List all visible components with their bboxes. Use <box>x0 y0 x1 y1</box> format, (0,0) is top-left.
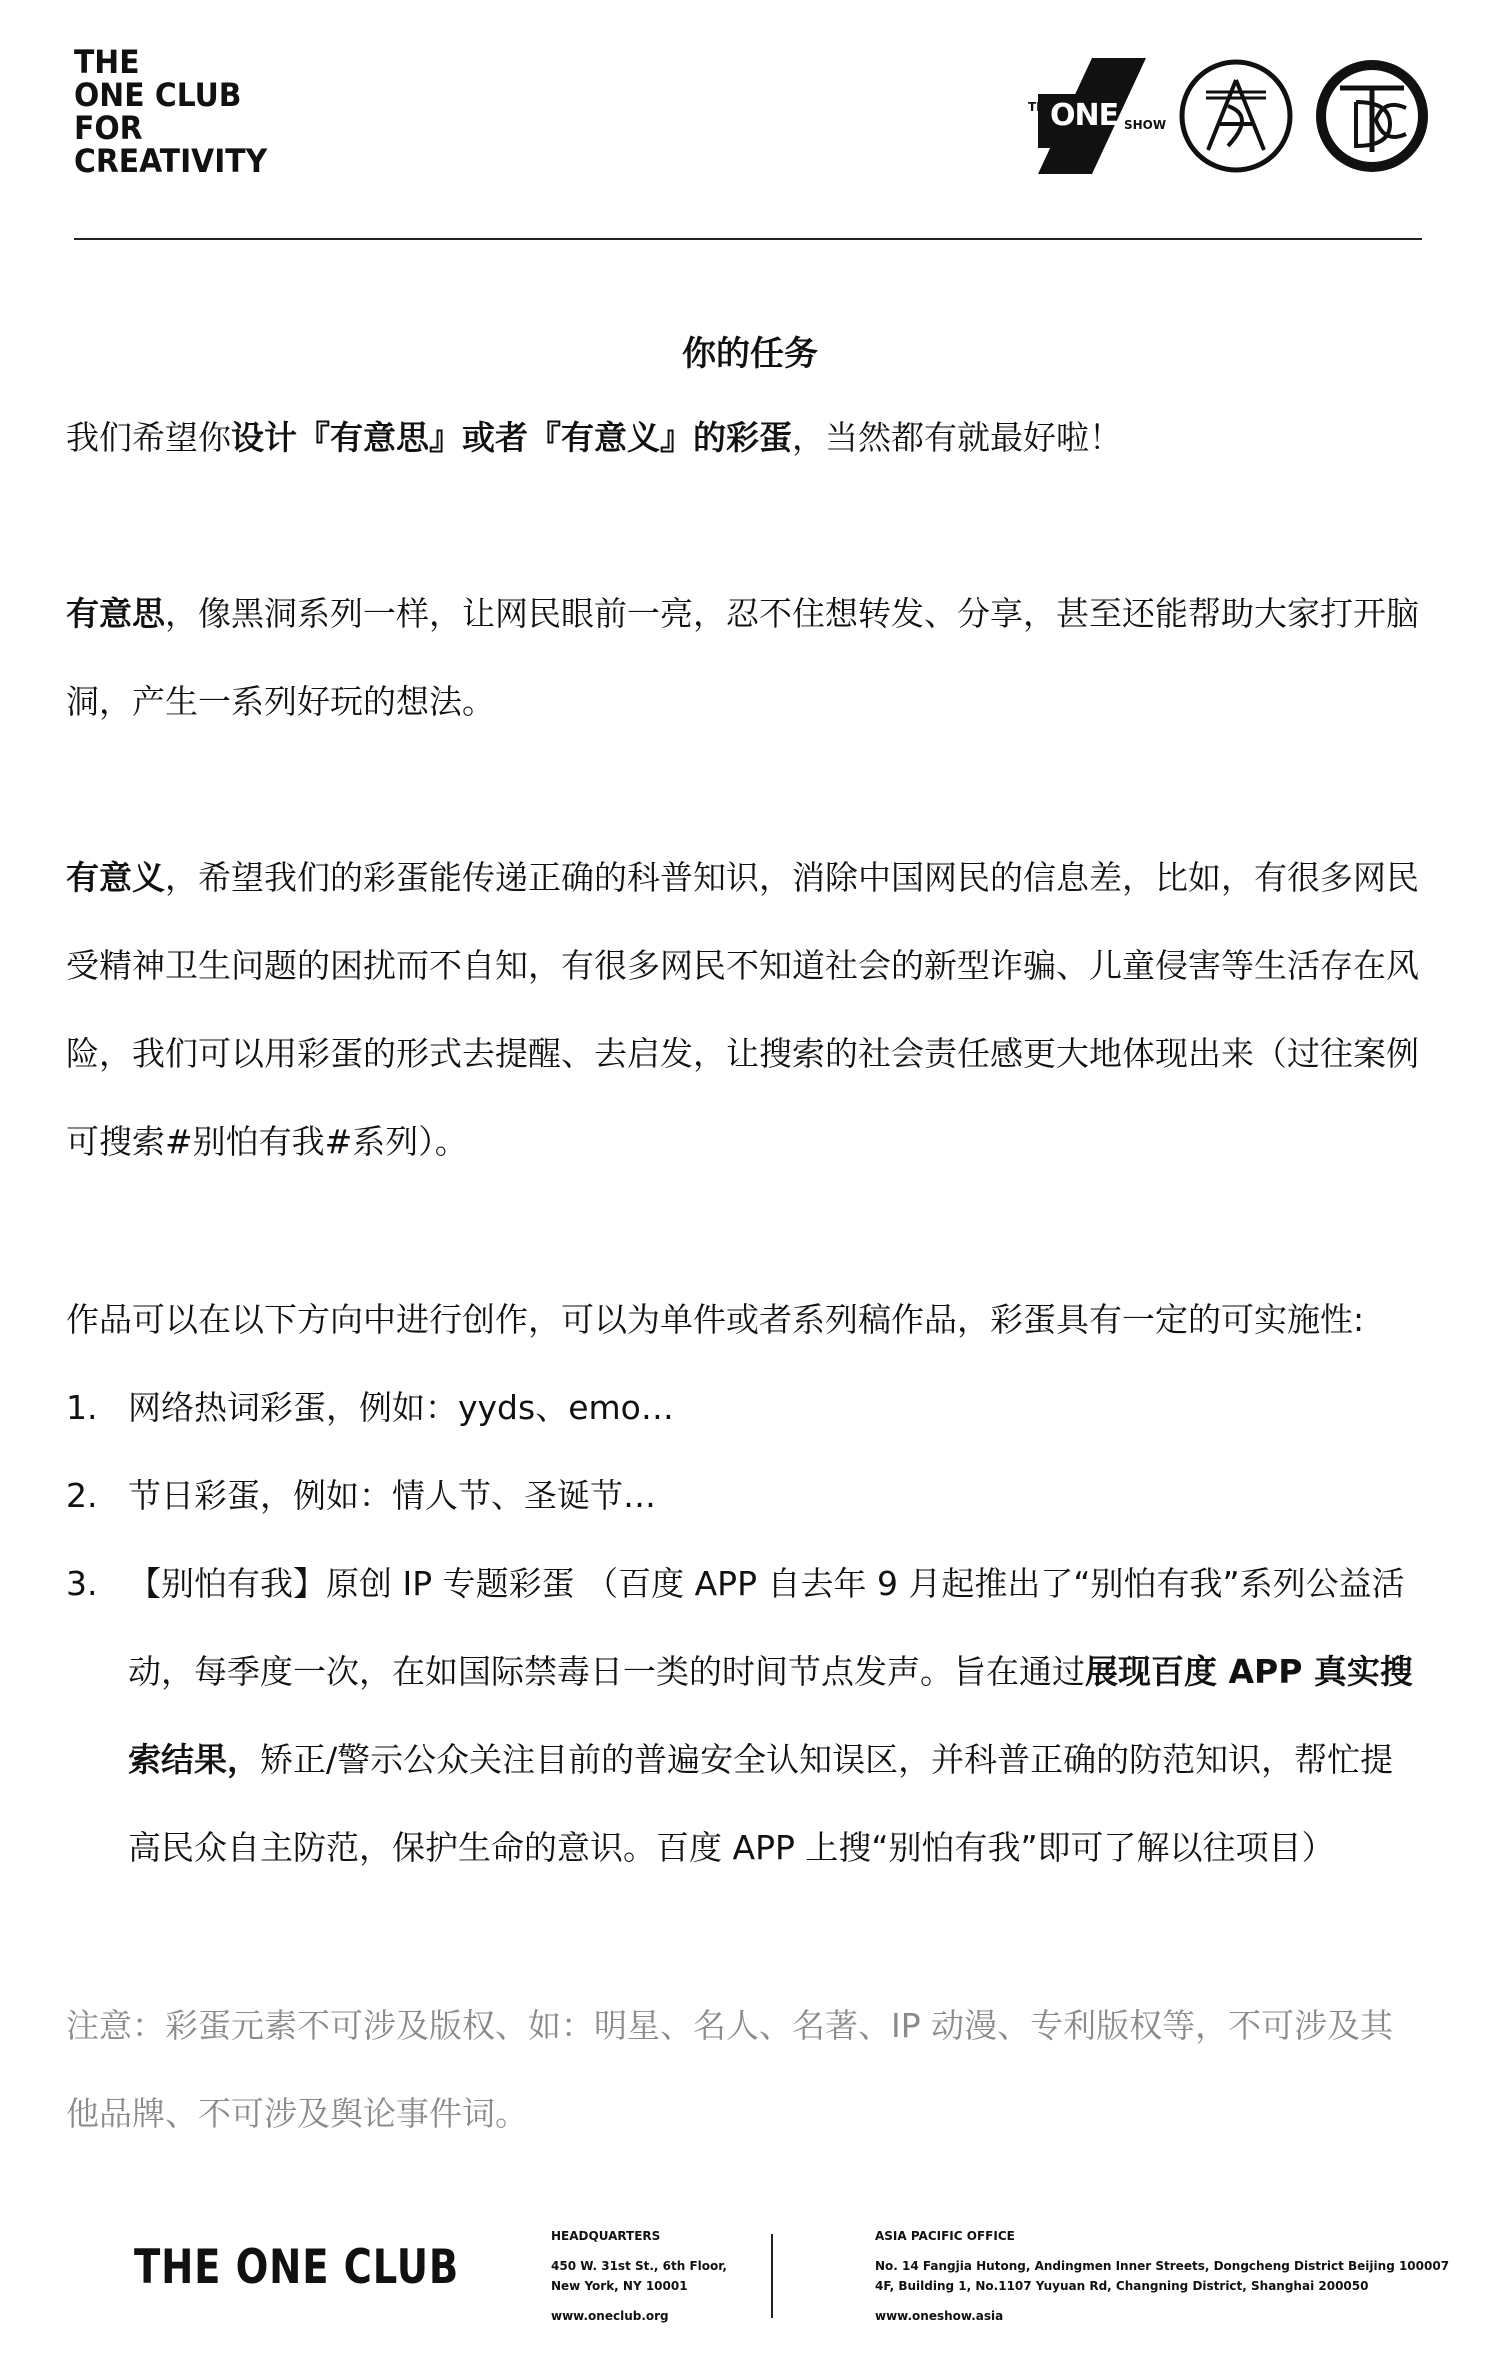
header-divider <box>74 238 1422 240</box>
club-logo-line: ONE CLUB <box>74 76 242 114</box>
footer-asia-line1: No. 14 Fangjia Hutong, Andingmen Inner Streets, Dongcheng District Beijing 100007 <box>875 2259 1450 2273</box>
note-paragraph: 注意：彩蛋元素不可涉及版权、如：明星、名人、名著、IP 动漫、专利版权等，不可涉及其他品牌、不可涉及舆论事件词。 <box>66 2006 1394 2133</box>
one-show-show-text: SHOW <box>1124 118 1167 132</box>
footer-brand-name: THE ONE CLUB <box>134 2240 460 2295</box>
footer-hq-heading: HEADQUARTERS <box>551 2229 661 2243</box>
intro-post: ，当然都有就最好啦！ <box>792 418 1122 457</box>
list-number: 1. <box>66 1388 98 1427</box>
list-text: 网络热词彩蛋，例如：yyds、emo… <box>128 1388 674 1427</box>
footer-hq-block <box>551 2226 727 2326</box>
intro-paragraph <box>66 394 1426 482</box>
list-text-bold: 展现百度 APP 真实搜索结果， <box>128 1652 1413 1779</box>
club-logo-line: FOR <box>74 109 143 147</box>
intro-bold: 设计『有意思』或者『有意义』的彩蛋 <box>231 418 792 457</box>
list-text-pre: 【别怕有我】原创 IP 专题彩蛋 （百度 APP 自去年 9 月起推出了“别怕有我”系列公益活动，每季度一次，在如国际禁毒日一类的时间节点发声。旨在通过 <box>128 1564 1405 1691</box>
meaning-paragraph <box>66 834 1426 1186</box>
fun-paragraph <box>66 570 1426 746</box>
directions-intro: 作品可以在以下方向中进行创作，可以为单件或者系列稿作品，彩蛋具有一定的可实施性: <box>66 1300 1365 1339</box>
fun-text: ，像黑洞系列一样，让网民眼前一亮，忍不住想转发、分享，甚至还能帮助大家打开脑洞，产生一系列好玩的想法。 <box>66 594 1419 721</box>
footer-divider <box>771 2234 773 2318</box>
footer-hq-line2: New York, NY 10001 <box>551 2279 688 2293</box>
footer-hq-line1: 450 W. 31st St., 6th Floor, <box>551 2259 727 2273</box>
header-logos <box>1028 58 1430 174</box>
fun-bold: 有意思 <box>66 594 165 633</box>
footer-asia-heading: ASIA PACIFIC OFFICE <box>875 2229 1015 2243</box>
meaning-text: ，希望我们的彩蛋能传递正确的科普知识，消除中国网民的信息差，比如，有很多网民受精神卫生问题的困扰而不自知，有很多网民不知道社会的新型诈骗、儿童侵害等生活存在风险，我们可以用彩蛋的形式去提醒、去启发，让搜索的社会责任感更大地体现出来（过往案例可搜索#别怕有我#系列）。 <box>66 858 1419 1161</box>
adc-seal-icon <box>1178 58 1294 174</box>
list-number: 3. <box>66 1564 98 1603</box>
list-text-post: 矫正/警示公众关注目前的普遍安全认知误区，并科普正确的防范知识，帮忙提高民众自主防范，保护生命的意识。百度 APP 上搜“别怕有我”即可了解以往项目） <box>128 1740 1394 1867</box>
intro-pre: 我们希望你 <box>66 418 231 457</box>
one-club-logo <box>74 43 268 180</box>
meaning-bold: 有意义 <box>66 858 165 897</box>
footer-hq-url[interactable]: www.oneclub.org <box>551 2309 669 2323</box>
club-logo-line: CREATIVITY <box>74 142 268 180</box>
page-title: 你的任务 <box>682 334 818 374</box>
club-logo-line: THE <box>74 43 140 81</box>
tdc-seal-icon <box>1314 58 1430 174</box>
one-show-logo <box>1028 58 1167 174</box>
list-text: 节日彩蛋，例如：情人节、圣诞节… <box>128 1476 656 1515</box>
list-text <box>128 1540 1426 1892</box>
list-number: 2. <box>66 1476 98 1515</box>
footer-asia-line2: 4F, Building 1, No.1107 Yuyuan Rd, Changning District, Shanghai 200050 <box>875 2279 1369 2293</box>
footer-asia-url[interactable]: www.oneshow.asia <box>875 2309 1004 2323</box>
one-show-one-text: ONE <box>1050 98 1119 133</box>
one-show-the-text: THE <box>1028 100 1055 114</box>
footer-asia-block <box>875 2226 1449 2326</box>
